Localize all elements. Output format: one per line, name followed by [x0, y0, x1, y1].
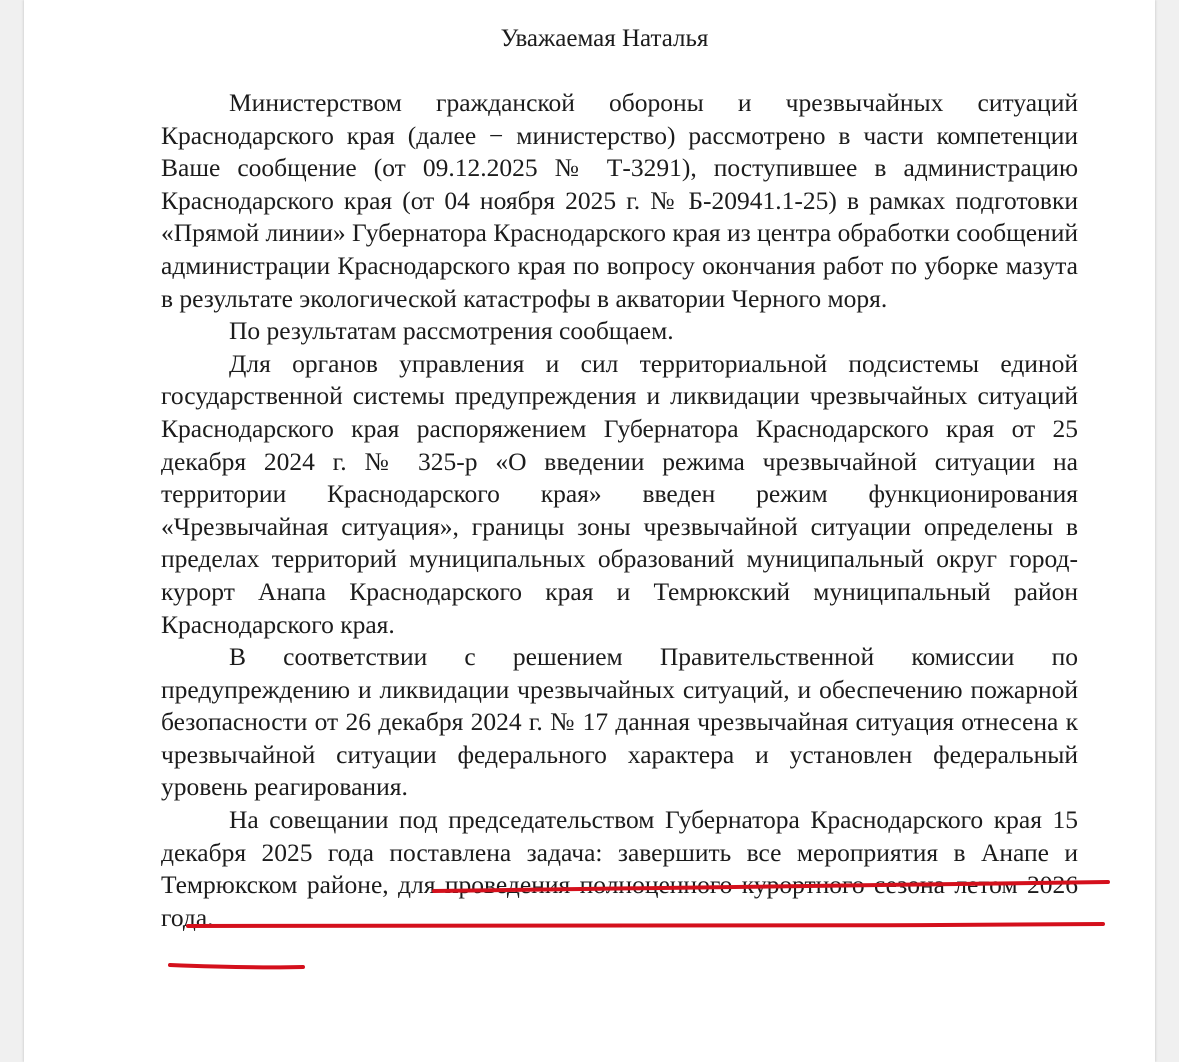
- paragraph-meeting: На совещании под председательством Губернатора Краснодарского края 15 декабря 2025 года поставлена задача: завершить все мероприятия в Анапе и Темрюкском районе, для проведения полноценного курортного сезона летом 2026 года.: [161, 805, 1078, 932]
- paragraph-intro: Министерством гражданской обороны и чрезвычайных ситуаций Краснодарского края (далее − министерство) рассмотрено в части компетенции Ваше сообщение (от 09.12.2025 № Т-3291), поступившее в администрацию Краснодарского края (от 04 ноября 2025 г. № Б-20941.1-25) в рамках подготовки «Прямой линии» Губернатора Краснодарского края из центра обработки сообщений администрации Краснодарского края по вопросу окончания работ по уборке мазута в результате экологической катастрофы в акватории Черного моря.: [161, 88, 1078, 313]
- paragraph-results: По результатам рассмотрения сообщаем.: [229, 316, 674, 346]
- letter-body: [161, 87, 1078, 934]
- paragraph-emergency-regime: Для органов управления и сил территориальной подсистемы единой государственной системы предупреждения и ликвидации чрезвычайных ситуаций Краснодарского края распоряжением Губернатора Краснодарского края от 25 декабря 2024 г. № 325-р «О введении режима чрезвычайной ситуации на территории Краснодарского края» введен режим функционирования «Чрезвычайная ситуация», границы зоны чрезвычайной ситуации определены в пределах территорий муниципальных образований муниципальный округ город-курорт Анапа Краснодарского края и Темрюкский муниципальный район Краснодарского края.: [161, 348, 1078, 639]
- paragraph-federal-level: В соответствии с решением Правительственной комиссии по предупреждению и ликвидации чрезвычайных ситуаций, и обеспечению пожарной безопасности от 26 декабря 2024 г. № 17 данная чрезвычайная ситуация отнесена к чрезвычайной ситуации федерального характера и установлен федеральный уровень реагирования.: [161, 642, 1078, 802]
- left-margin: [0, 0, 24, 1062]
- right-margin: [1155, 0, 1179, 1062]
- salutation: Уважаемая Наталья: [500, 25, 709, 52]
